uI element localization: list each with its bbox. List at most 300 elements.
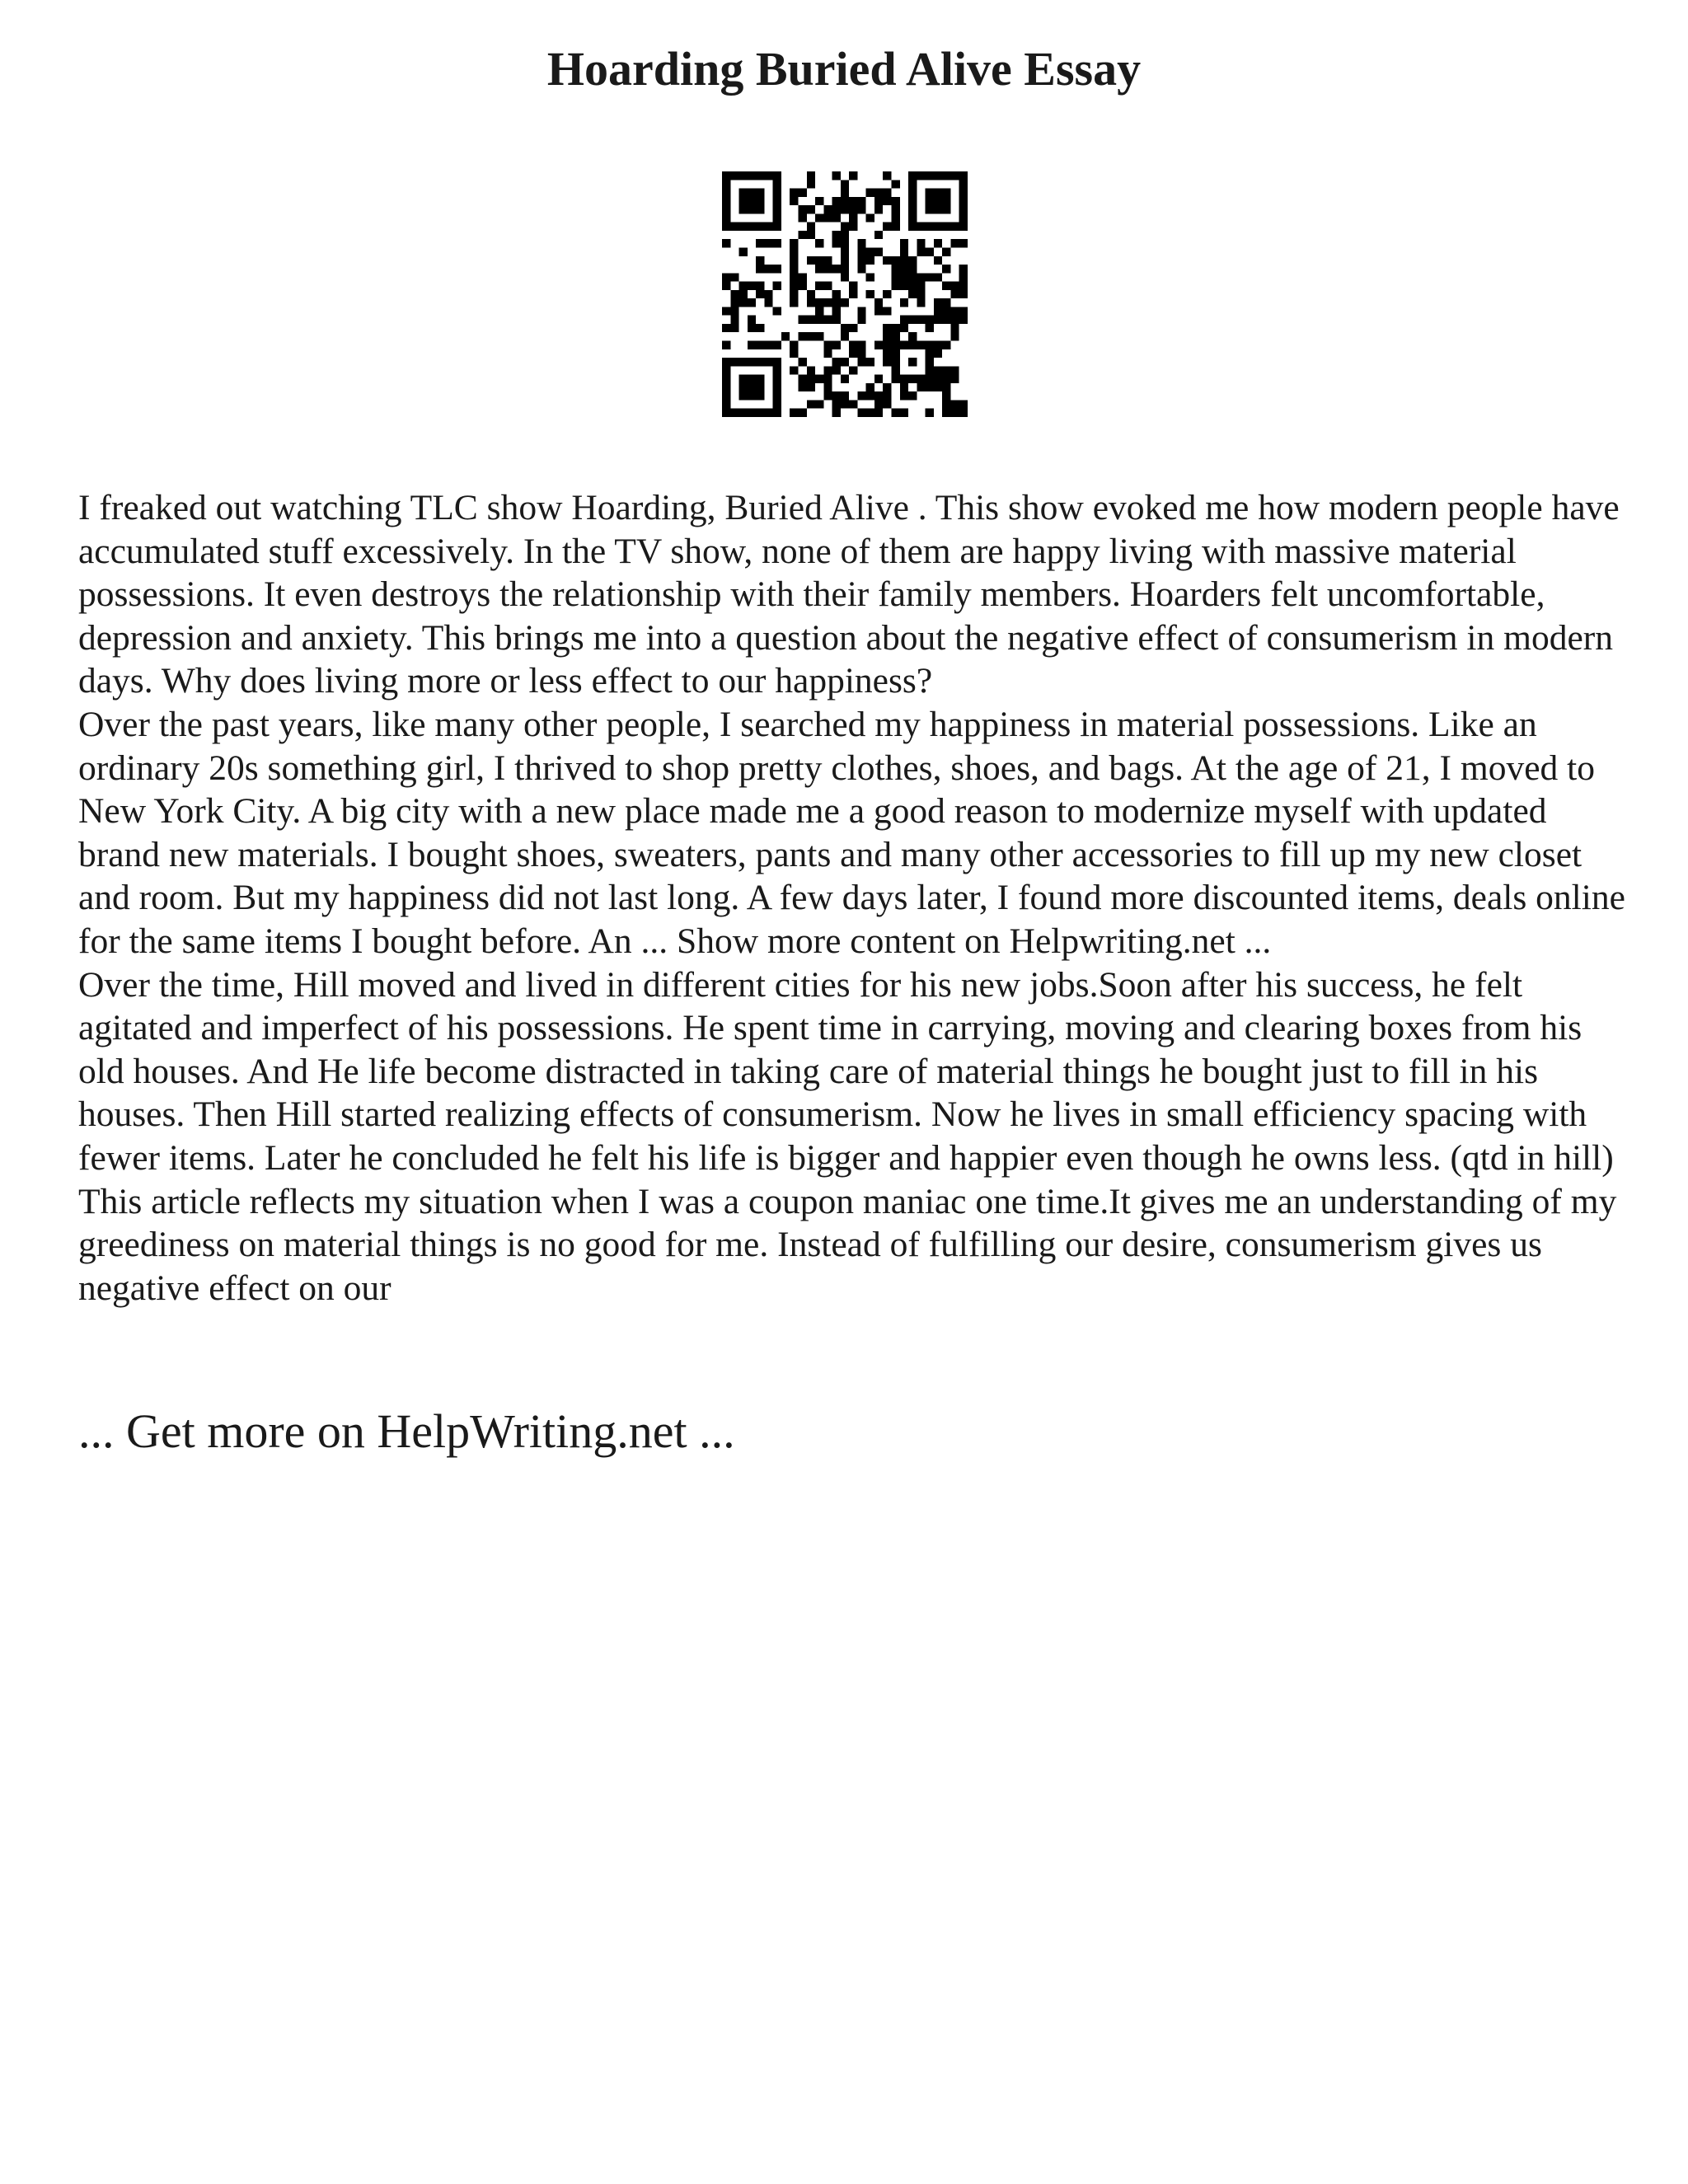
qr-module: [748, 341, 756, 349]
qr-module: [934, 298, 942, 307]
qr-module: [841, 256, 849, 265]
qr-module: [790, 189, 798, 197]
qr-module: [773, 307, 781, 315]
qr-module: [739, 189, 748, 197]
qr-module: [874, 247, 883, 255]
qr-module: [942, 298, 950, 307]
qr-module: [790, 273, 798, 281]
qr-module: [908, 205, 917, 213]
qr-module: [722, 366, 730, 374]
qr-module: [798, 409, 806, 417]
qr-module: [798, 189, 806, 197]
qr-module: [908, 282, 917, 290]
qr-module: [823, 205, 832, 213]
qr-module: [798, 316, 806, 324]
qr-module: [832, 171, 841, 180]
qr-module: [823, 316, 832, 324]
qr-module: [934, 316, 942, 324]
qr-module: [942, 409, 950, 417]
qr-module: [748, 383, 756, 391]
qr-module: [959, 409, 968, 417]
qr-module: [832, 239, 841, 247]
qr-module: [926, 205, 934, 213]
qr-module: [874, 341, 883, 349]
qr-module: [908, 341, 917, 349]
qr-module: [841, 298, 849, 307]
qr-module: [934, 383, 942, 391]
qr-module: [926, 171, 934, 180]
essay-paragraph-1: I freaked out watching TLC show Hoarding, Buried Alive . This show evoked me how modern people have accumulated stuff excessively. In the TV show, none of them are happy living with massive material possessions. It even destroys the relationship with their family members. Hoarders felt uncomfortable, depression and anxiety. This brings me into a question about the negative effect of consumerism in modern days. Why does living more or less effect to our happiness?: [78, 488, 1620, 701]
qr-module: [756, 383, 764, 391]
qr-module: [866, 256, 874, 265]
qr-module: [857, 391, 865, 400]
qr-module: [773, 341, 781, 349]
qr-module: [917, 375, 925, 383]
qr-module: [900, 273, 908, 281]
qr-module: [722, 171, 730, 180]
page-title: Hoarding Buried Alive Essay: [546, 42, 1142, 96]
qr-module: [832, 307, 841, 315]
qr-module: [934, 375, 942, 383]
qr-module: [959, 239, 968, 247]
qr-module: [883, 349, 891, 358]
qr-module: [773, 375, 781, 383]
get-more-link[interactable]: ... Get more on HelpWriting.net ...: [78, 1404, 735, 1458]
qr-module: [874, 409, 883, 417]
qr-module: [815, 316, 823, 324]
qr-module: [841, 375, 849, 383]
qr-module: [959, 180, 968, 188]
qr-module: [790, 298, 798, 307]
qr-module: [959, 197, 968, 205]
essay-paragraph-2: Over the past years, like many other people, I searched my happiness in material possessions. Like an ordinary 20s something girl, I thrived to shop pretty clothes, shoes, and bags. At the age of 21, I moved to New York City. A big city with a new place made me a good reason to modernize myself with updated brand new materials. I bought shoes, sweaters, pants and many other accessories to fill up my new closet and room. But my happiness did not last long. A few days later, I found more discounted items, deals online for the same items I bought before. An ... Show more content on Helpwriting.net ...: [78, 704, 1625, 961]
qr-module: [934, 256, 942, 265]
qr-module: [917, 223, 925, 231]
qr-module: [942, 383, 950, 391]
qr-module: [764, 341, 772, 349]
qr-module: [900, 265, 908, 273]
qr-module: [798, 282, 806, 290]
qr-module: [730, 298, 738, 307]
qr-module: [950, 223, 959, 231]
qr-module: [917, 239, 925, 247]
qr-module: [748, 223, 756, 231]
qr-module: [883, 332, 891, 340]
qr-module: [959, 400, 968, 408]
qr-module: [908, 316, 917, 324]
qr-module: [942, 375, 950, 383]
qr-module: [917, 298, 925, 307]
qr-module: [722, 358, 730, 366]
qr-module: [773, 265, 781, 273]
qr-module: [722, 189, 730, 197]
qr-module: [917, 383, 925, 391]
qr-module: [807, 366, 815, 374]
qr-module: [832, 265, 841, 273]
qr-module: [849, 349, 857, 358]
qr-module: [900, 341, 908, 349]
qr-module: [722, 307, 730, 315]
qr-module: [815, 400, 823, 408]
qr-module: [739, 358, 748, 366]
qr-module: [739, 383, 748, 391]
qr-module: [832, 358, 841, 366]
qr-module: [823, 349, 832, 358]
qr-module: [832, 213, 841, 222]
qr-module: [900, 409, 908, 417]
qr-module: [849, 366, 857, 374]
qr-module: [722, 383, 730, 391]
qr-module: [857, 205, 865, 213]
qr-module: [722, 239, 730, 247]
qr-module: [764, 171, 772, 180]
qr-module: [773, 180, 781, 188]
qr-module: [748, 375, 756, 383]
qr-module: [730, 316, 738, 324]
qr-module: [773, 197, 781, 205]
qr-module: [807, 332, 815, 340]
qr-module: [764, 409, 772, 417]
qr-module: [756, 239, 764, 247]
qr-module: [823, 366, 832, 374]
qr-module: [722, 197, 730, 205]
qr-module: [934, 197, 942, 205]
qr-module: [900, 282, 908, 290]
qr-module: [934, 349, 942, 358]
qr-module: [866, 358, 874, 366]
qr-module: [866, 290, 874, 298]
qr-module: [756, 171, 764, 180]
qr-module: [841, 223, 849, 231]
qr-module: [841, 231, 849, 239]
qr-module: [849, 223, 857, 231]
qr-module: [908, 223, 917, 231]
qr-module: [773, 366, 781, 374]
qr-module: [900, 383, 908, 391]
qr-module: [815, 256, 823, 265]
qr-module: [857, 265, 865, 273]
qr-module: [950, 316, 959, 324]
qr-module: [959, 265, 968, 273]
qr-module: [942, 223, 950, 231]
qr-module: [950, 409, 959, 417]
qr-module: [959, 223, 968, 231]
qr-module: [849, 400, 857, 408]
qr-module: [823, 298, 832, 307]
qr-module: [739, 223, 748, 231]
qr-module: [722, 282, 730, 290]
qr-module: [773, 409, 781, 417]
qr-module: [730, 358, 738, 366]
qr-module: [798, 213, 806, 222]
qr-module: [926, 341, 934, 349]
qr-module: [823, 213, 832, 222]
qr-module: [892, 366, 900, 374]
qr-module: [959, 316, 968, 324]
qr-module: [748, 189, 756, 197]
qr-module: [773, 383, 781, 391]
qr-module: [866, 273, 874, 281]
qr-module: [892, 213, 900, 222]
qr-module: [926, 375, 934, 383]
qr-module: [849, 197, 857, 205]
qr-module: [807, 298, 815, 307]
qr-module: [892, 349, 900, 358]
qr-module: [823, 265, 832, 273]
qr-module: [832, 391, 841, 400]
qr-module: [950, 375, 959, 383]
qr-module: [823, 375, 832, 383]
qr-module: [900, 375, 908, 383]
qr-module: [773, 391, 781, 400]
qr-module: [832, 197, 841, 205]
qr-module: [841, 332, 849, 340]
qr-module: [883, 383, 891, 391]
qr-module: [950, 239, 959, 247]
qr-module: [807, 375, 815, 383]
qr-module: [773, 223, 781, 231]
qr-module: [832, 366, 841, 374]
qr-module: [790, 239, 798, 247]
qr-module: [756, 282, 764, 290]
qr-module: [748, 171, 756, 180]
qr-module: [748, 409, 756, 417]
qr-module: [934, 189, 942, 197]
qr-module: [798, 273, 806, 281]
qr-module: [739, 391, 748, 400]
qr-module: [756, 265, 764, 273]
qr-module: [908, 189, 917, 197]
qr-module: [764, 265, 772, 273]
qr-module: [756, 409, 764, 417]
qr-module: [892, 324, 900, 332]
qr-module: [874, 391, 883, 400]
qr-module: [790, 409, 798, 417]
qr-module: [832, 231, 841, 239]
qr-module: [857, 247, 865, 255]
qr-module: [790, 265, 798, 273]
qr-module: [849, 213, 857, 222]
qr-module: [942, 189, 950, 197]
qr-module: [917, 171, 925, 180]
qr-module: [959, 290, 968, 298]
qr-module: [934, 239, 942, 247]
qr-module: [866, 213, 874, 222]
qr-module: [722, 400, 730, 408]
qr-module: [764, 298, 772, 307]
qr-module: [722, 223, 730, 231]
qr-module: [841, 189, 849, 197]
qr-module: [874, 205, 883, 213]
qr-module: [730, 171, 738, 180]
qr-module: [722, 273, 730, 281]
qr-module: [841, 358, 849, 366]
qr-module: [926, 324, 934, 332]
qr-module: [857, 409, 865, 417]
qr-module: [823, 391, 832, 400]
qr-module: [908, 171, 917, 180]
qr-module: [883, 341, 891, 349]
qr-module: [730, 307, 738, 315]
qr-module: [790, 366, 798, 374]
qr-module: [722, 180, 730, 188]
qr-module: [926, 383, 934, 391]
qr-module: [959, 273, 968, 281]
qr-module: [892, 332, 900, 340]
qr-module: [756, 358, 764, 366]
qr-module: [908, 256, 917, 265]
qr-module: [900, 247, 908, 255]
qr-module: [756, 290, 764, 298]
qr-module: [815, 265, 823, 273]
qr-module: [739, 247, 748, 255]
qr-module: [849, 341, 857, 349]
qr-module: [807, 290, 815, 298]
qr-module: [866, 383, 874, 391]
qr-module: [823, 256, 832, 265]
qr-module: [900, 391, 908, 400]
qr-module: [942, 307, 950, 315]
qr-module: [917, 247, 925, 255]
qr-module: [857, 316, 865, 324]
qr-module: [756, 341, 764, 349]
qr-module: [748, 324, 756, 332]
qr-module: [849, 324, 857, 332]
qr-module: [773, 205, 781, 213]
qr-module: [798, 375, 806, 383]
qr-code-icon[interactable]: [722, 171, 968, 417]
qr-module: [857, 341, 865, 349]
qr-module: [739, 282, 748, 290]
qr-module: [900, 316, 908, 324]
qr-module: [841, 265, 849, 273]
qr-module: [730, 223, 738, 231]
qr-module: [807, 180, 815, 188]
qr-module: [739, 409, 748, 417]
qr-module: [790, 282, 798, 290]
qr-module: [874, 298, 883, 307]
qr-module: [764, 239, 772, 247]
essay-body: [78, 486, 1628, 1310]
qr-module: [926, 247, 934, 255]
qr-module: [849, 282, 857, 290]
qr-module: [959, 282, 968, 290]
qr-module: [781, 332, 790, 340]
qr-module: [883, 290, 891, 298]
qr-module: [866, 189, 874, 197]
qr-module: [832, 409, 841, 417]
qr-module: [823, 282, 832, 290]
qr-module: [841, 197, 849, 205]
qr-module: [950, 307, 959, 315]
qr-module: [722, 213, 730, 222]
qr-module: [739, 298, 748, 307]
qr-module: [773, 189, 781, 197]
qr-module: [908, 273, 917, 281]
qr-module: [722, 375, 730, 383]
qr-module: [756, 375, 764, 383]
qr-module: [730, 324, 738, 332]
qr-module: [798, 231, 806, 239]
qr-module: [764, 358, 772, 366]
qr-module: [883, 189, 891, 197]
qr-module: [764, 223, 772, 231]
qr-module: [849, 290, 857, 298]
qr-module: [917, 341, 925, 349]
qr-module: [857, 358, 865, 366]
qr-module: [892, 197, 900, 205]
qr-module: [807, 256, 815, 265]
qr-module: [790, 341, 798, 349]
qr-module: [934, 223, 942, 231]
qr-module: [815, 307, 823, 315]
qr-module: [942, 282, 950, 290]
qr-module: [815, 282, 823, 290]
qr-module: [773, 213, 781, 222]
qr-module: [773, 171, 781, 180]
qr-module: [942, 366, 950, 374]
qr-module: [832, 341, 841, 349]
qr-module: [892, 265, 900, 273]
qr-module: [866, 247, 874, 255]
qr-module: [908, 391, 917, 400]
qr-module: [959, 171, 968, 180]
qr-module: [908, 332, 917, 340]
qr-module: [807, 316, 815, 324]
qr-module: [900, 324, 908, 332]
qr-module: [739, 205, 748, 213]
qr-module: [942, 316, 950, 324]
qr-module: [934, 341, 942, 349]
qr-module: [942, 205, 950, 213]
qr-module: [807, 223, 815, 231]
qr-module: [748, 316, 756, 324]
qr-module: [841, 391, 849, 400]
qr-module: [832, 205, 841, 213]
qr-module: [908, 180, 917, 188]
qr-module: [926, 273, 934, 281]
qr-module: [849, 205, 857, 213]
qr-module: [790, 256, 798, 265]
qr-module: [798, 358, 806, 366]
qr-module: [773, 358, 781, 366]
qr-module: [815, 239, 823, 247]
qr-module: [900, 239, 908, 247]
qr-module: [950, 332, 959, 340]
qr-module: [892, 341, 900, 349]
qr-module: [892, 358, 900, 366]
qr-module: [764, 290, 772, 298]
qr-module: [934, 171, 942, 180]
qr-module: [908, 197, 917, 205]
qr-module: [815, 375, 823, 383]
qr-module: [756, 223, 764, 231]
qr-module: [959, 307, 968, 315]
qr-module: [934, 366, 942, 374]
qr-module: [959, 189, 968, 197]
qr-module: [883, 307, 891, 315]
qr-module: [892, 223, 900, 231]
qr-module: [790, 197, 798, 205]
qr-module: [748, 391, 756, 400]
qr-module: [917, 290, 925, 298]
qr-module: [926, 358, 934, 366]
qr-module: [815, 298, 823, 307]
qr-module: [748, 298, 756, 307]
qr-module: [892, 273, 900, 281]
qr-module: [857, 349, 865, 358]
qr-module: [926, 189, 934, 197]
